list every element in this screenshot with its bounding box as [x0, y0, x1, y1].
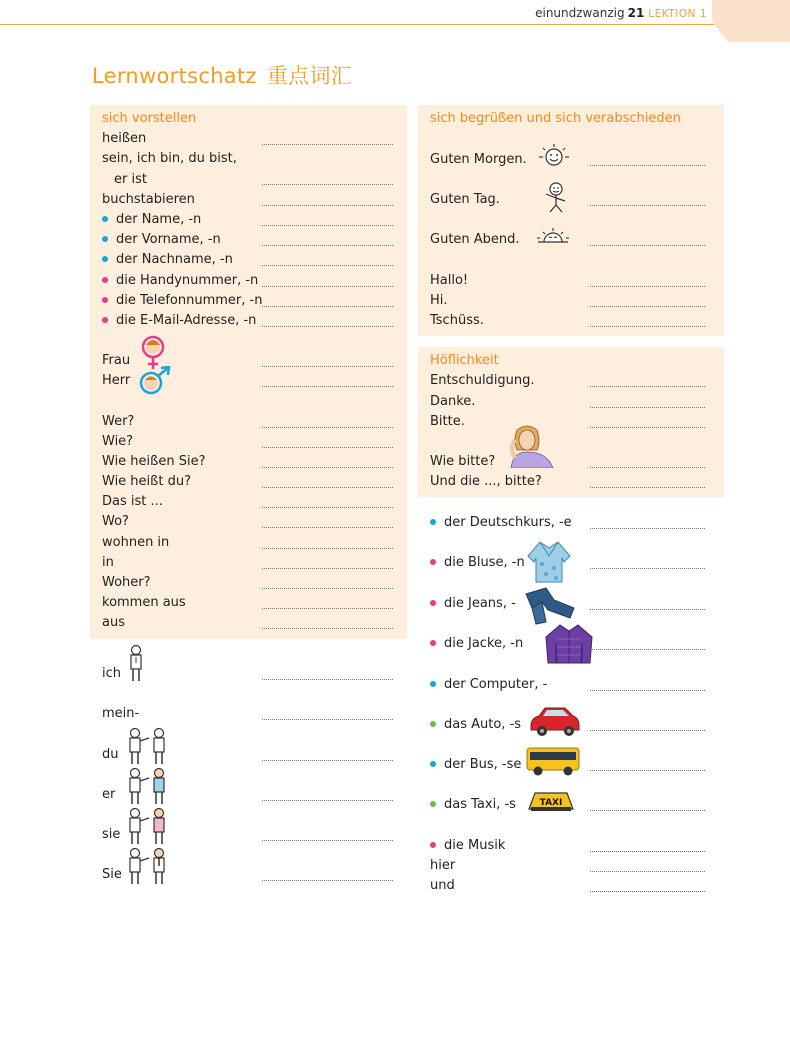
vocab-telefonnummer: die Telefonnummer, -n: [102, 293, 262, 309]
answer-line[interactable]: [262, 286, 393, 287]
sunrise-face-icon: [537, 142, 571, 170]
sunset-face-icon: [535, 226, 571, 248]
feminine-dot: [102, 277, 108, 283]
vocab-auto: das Auto, -s: [430, 717, 521, 733]
answer-line[interactable]: [262, 184, 393, 185]
answer-line[interactable]: [262, 487, 393, 488]
answer-line[interactable]: [262, 628, 393, 629]
answer-line[interactable]: [590, 690, 705, 691]
vocab-und-die-bitte: Und die ..., bitte?: [430, 474, 542, 489]
vocab-wohnen-in: wohnen in: [102, 535, 170, 550]
answer-line[interactable]: [262, 719, 393, 720]
feminine-dot: [102, 317, 108, 323]
vocab-das-ist: Das ist ...: [102, 494, 163, 509]
jeans-icon: [524, 586, 576, 626]
vocab-guten-tag: Guten Tag.: [430, 192, 500, 207]
vocab-email: die E-Mail-Adresse, -n: [102, 313, 256, 329]
feminine-dot: [102, 297, 108, 303]
answer-line[interactable]: [590, 165, 705, 166]
answer-line[interactable]: [262, 225, 393, 226]
answer-line[interactable]: [590, 326, 705, 327]
vocab-bluse: die Bluse, -n: [430, 555, 525, 571]
vocab-wie-bitte: Wie bitte?: [430, 454, 496, 469]
vocab-computer: der Computer, -: [430, 677, 547, 693]
taxi-icon: [527, 787, 575, 813]
vocab-name: der Name, -n: [102, 212, 201, 228]
answer-line[interactable]: [262, 265, 393, 266]
answer-line[interactable]: [262, 608, 393, 609]
vocab-jacke: die Jacke, -n: [430, 636, 523, 652]
neuter-dot: [430, 801, 436, 807]
vocab-herr: Herr: [102, 373, 131, 388]
answer-line[interactable]: [590, 528, 705, 529]
section-heading-politeness: Höflichkeit: [430, 353, 499, 368]
vocab-wer: Wer?: [102, 414, 135, 429]
lesson-label: LEKTION 1: [648, 8, 707, 20]
vocab-musik: die Musik: [430, 838, 505, 854]
answer-line[interactable]: [262, 447, 393, 448]
blouse-icon: [526, 538, 572, 584]
answer-line[interactable]: [590, 467, 705, 468]
vocab-tschuess: Tschüss.: [430, 313, 484, 328]
vocab-buchstabieren: buchstabieren: [102, 192, 195, 207]
answer-line[interactable]: [590, 609, 705, 610]
vocab-wie: Wie?: [102, 434, 134, 449]
pronoun-ich: ich: [102, 666, 121, 681]
answer-line[interactable]: [590, 386, 705, 387]
vocab-hier: hier: [430, 858, 456, 873]
feminine-dot: [430, 842, 436, 848]
vocab-guten-morgen: Guten Morgen.: [430, 152, 527, 167]
page-title: [92, 60, 352, 90]
vocab-wo: Wo?: [102, 514, 129, 529]
pronoun-sie: sie: [102, 827, 121, 842]
answer-line[interactable]: [262, 800, 393, 801]
pointing-at-formal-person-icon: [127, 848, 169, 886]
answer-line[interactable]: [590, 487, 705, 488]
car-icon: [527, 704, 581, 738]
answer-line[interactable]: [590, 770, 705, 771]
vocab-und: und: [430, 878, 455, 893]
answer-line[interactable]: [590, 649, 705, 650]
title-german: Lernwortschatz: [92, 64, 257, 88]
pointing-at-woman-icon: [127, 808, 169, 846]
answer-line[interactable]: [262, 467, 393, 468]
vocab-bus: der Bus, -se: [430, 757, 521, 773]
masculine-dot: [102, 236, 108, 242]
vocab-nachname: der Nachname, -n: [102, 252, 233, 268]
neuter-dot: [430, 721, 436, 727]
pronoun-er: er: [102, 787, 116, 802]
answer-line[interactable]: [262, 366, 393, 367]
vocab-wie-heisst-du: Wie heißt du?: [102, 474, 191, 489]
pronoun-Sie: Sie: [102, 867, 122, 882]
vocab-bitte: Bitte.: [430, 414, 465, 429]
greetings-panel: [418, 105, 724, 336]
answer-line[interactable]: [262, 568, 393, 569]
answer-line[interactable]: [590, 851, 705, 852]
section-heading-greetings: sich begrüßen und sich verabschieden: [430, 111, 681, 126]
title-chinese: 重点词汇: [266, 64, 353, 88]
answer-line[interactable]: [590, 205, 705, 206]
masculine-dot: [430, 761, 436, 767]
answer-line[interactable]: [262, 588, 393, 589]
pronoun-mein: mein-: [102, 706, 140, 721]
answer-line[interactable]: [262, 144, 393, 145]
pointing-at-man-icon: [127, 768, 169, 806]
answer-line[interactable]: [590, 245, 705, 246]
pronoun-du: du: [102, 747, 119, 762]
answer-line[interactable]: [590, 286, 705, 287]
section-heading-introduce: sich vorstellen: [102, 111, 197, 126]
masculine-dot: [102, 216, 108, 222]
page-header: [0, 6, 707, 20]
answer-line[interactable]: [262, 386, 393, 387]
person-self-icon: [127, 645, 145, 683]
vocab-handynummer: die Handynummer, -n: [102, 273, 258, 289]
answer-line[interactable]: [590, 810, 705, 811]
vocab-er-ist: er ist: [114, 172, 147, 187]
vocab-wie-heissen-sie: Wie heißen Sie?: [102, 454, 206, 469]
vocab-kommen-aus: kommen aus: [102, 595, 186, 610]
person-waving-icon: [538, 181, 570, 213]
vocab-woher: Woher?: [102, 575, 151, 590]
vocab-aus: aus: [102, 615, 125, 630]
answer-line[interactable]: [262, 679, 393, 680]
vocab-danke: Danke.: [430, 394, 476, 409]
answer-line[interactable]: [590, 427, 705, 428]
answer-line[interactable]: [590, 568, 705, 569]
corner-tab: [712, 0, 790, 42]
answer-line[interactable]: [262, 527, 393, 528]
jacket-icon: [544, 623, 594, 665]
masculine-dot: [102, 256, 108, 262]
vocab-entschuldigung: Entschuldigung.: [430, 373, 535, 388]
masculine-dot: [430, 519, 436, 525]
answer-line[interactable]: [262, 205, 393, 206]
male-symbol-icon: [138, 366, 172, 396]
header-rule: [0, 24, 740, 25]
answer-line[interactable]: [590, 407, 705, 408]
pointing-at-person-icon: [127, 728, 169, 766]
woman-listening-icon: [503, 424, 557, 468]
vocab-hi: Hi.: [430, 293, 448, 308]
vocab-frau: Frau: [102, 353, 131, 368]
feminine-dot: [430, 600, 436, 606]
answer-line[interactable]: [590, 871, 705, 872]
taxi-sign-label: TAXI: [539, 798, 563, 808]
page-number: 21: [627, 6, 645, 20]
answer-line[interactable]: [262, 306, 393, 307]
answer-line[interactable]: [262, 760, 393, 761]
answer-line[interactable]: [262, 427, 393, 428]
answer-line[interactable]: [262, 548, 393, 549]
answer-line[interactable]: [590, 891, 705, 892]
answer-line[interactable]: [590, 306, 705, 307]
feminine-dot: [430, 559, 436, 565]
masculine-dot: [430, 681, 436, 687]
answer-line[interactable]: [262, 880, 393, 881]
vocab-jeans: die Jeans, -: [430, 596, 516, 612]
vocab-deutschkurs: der Deutschkurs, -e: [430, 515, 572, 531]
vocab-in: in: [102, 555, 114, 570]
page-word: einundzwanzig: [535, 6, 625, 20]
answer-line[interactable]: [262, 840, 393, 841]
answer-line[interactable]: [262, 326, 393, 327]
answer-line[interactable]: [590, 730, 705, 731]
vocab-heissen: heißen: [102, 131, 147, 146]
answer-line[interactable]: [262, 507, 393, 508]
vocab-vorname: der Vorname, -n: [102, 232, 221, 248]
vocab-taxi: das Taxi, -s: [430, 797, 516, 813]
answer-line[interactable]: [262, 245, 393, 246]
vocab-hallo: Hallo!: [430, 273, 469, 288]
vocab-sein: sein, ich bin, du bist,: [102, 151, 237, 166]
bus-icon: [525, 744, 581, 778]
feminine-dot: [430, 640, 436, 646]
vocab-guten-abend: Guten Abend.: [430, 232, 520, 247]
